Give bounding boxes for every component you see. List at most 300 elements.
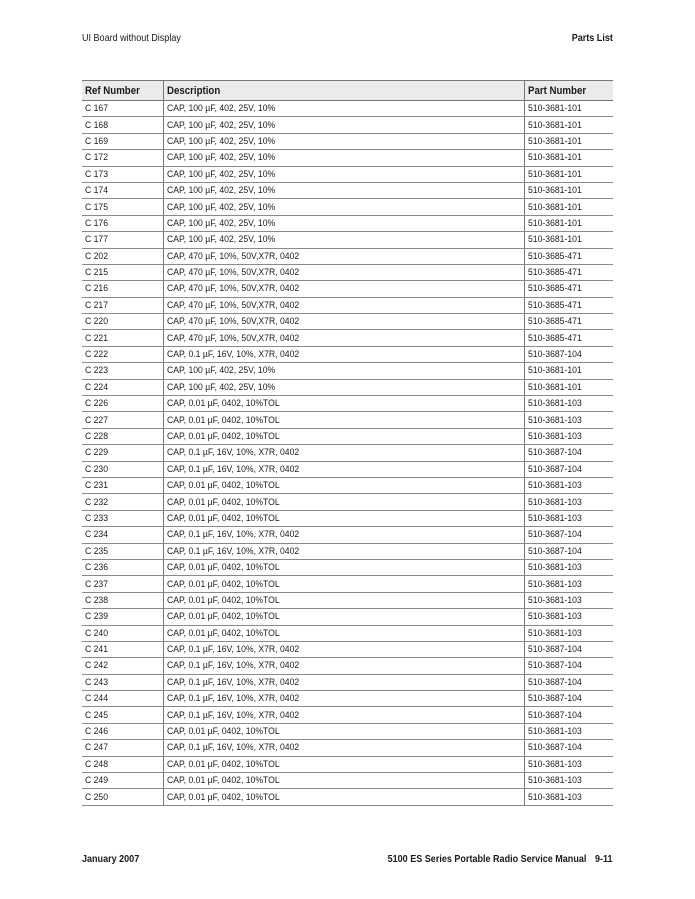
table-row xyxy=(82,428,613,444)
table-header-row xyxy=(82,81,613,101)
description-cell-text: CAP, 100 µF, 402, 25V, 10% xyxy=(166,152,275,164)
ref-number-cell xyxy=(82,117,163,133)
table-row xyxy=(82,674,613,690)
part-number-cell xyxy=(524,199,613,215)
description-cell-text: CAP, 0.1 µF, 16V, 10%, X7R, 0402 xyxy=(166,349,299,361)
table-row xyxy=(82,756,613,772)
description-cell xyxy=(163,510,524,526)
description-cell xyxy=(163,150,524,166)
ref-number-cell xyxy=(82,625,163,641)
table-row xyxy=(82,494,613,510)
table-row xyxy=(82,789,613,805)
ref-number-cell-text: C 240 xyxy=(85,627,109,639)
description-cell xyxy=(163,264,524,280)
ref-number-cell-text: C 224 xyxy=(85,381,109,393)
ref-number-cell-text: C 239 xyxy=(85,611,109,623)
part-number-cell xyxy=(524,625,613,641)
description-cell xyxy=(163,740,524,756)
part-number-cell xyxy=(524,281,613,297)
ref-number-cell xyxy=(82,264,163,280)
table-row xyxy=(82,363,613,379)
table-row xyxy=(82,625,613,641)
table-row xyxy=(82,182,613,198)
description-cell xyxy=(163,396,524,412)
part-number-cell-text: 510-3681-103 xyxy=(527,480,582,492)
part-number-cell-text: 510-3681-103 xyxy=(527,512,582,524)
part-number-cell-text: 510-3687-104 xyxy=(527,349,582,361)
description-cell xyxy=(163,527,524,543)
description-cell xyxy=(163,182,524,198)
part-number-cell-text: 510-3681-101 xyxy=(527,185,582,197)
ref-number-cell-text: C 242 xyxy=(85,660,109,672)
description-cell-text: CAP, 470 µF, 10%, 50V,X7R, 0402 xyxy=(166,250,299,262)
part-number-cell xyxy=(524,707,613,723)
table-row xyxy=(82,723,613,739)
ref-number-cell xyxy=(82,527,163,543)
part-number-cell-text: 510-3681-101 xyxy=(527,234,582,246)
description-cell xyxy=(163,707,524,723)
ref-number-cell xyxy=(82,248,163,264)
table-row xyxy=(82,215,613,231)
ref-number-cell-text: C 247 xyxy=(85,742,109,754)
ref-number-cell xyxy=(82,510,163,526)
description-cell-text: CAP, 0.1 µF, 16V, 10%, X7R, 0402 xyxy=(166,463,299,475)
description-cell-text: CAP, 0.01 µF, 0402, 10%TOL xyxy=(166,775,280,787)
table-row xyxy=(82,346,613,362)
part-number-cell-text: 510-3681-101 xyxy=(527,365,582,377)
ref-number-cell xyxy=(82,314,163,330)
description-cell-text: CAP, 0.01 µF, 0402, 10%TOL xyxy=(166,611,280,623)
table-row xyxy=(82,773,613,789)
ref-number-cell-text: C 215 xyxy=(85,267,109,279)
ref-number-cell-text: C 174 xyxy=(85,185,109,197)
ref-number-cell xyxy=(82,199,163,215)
ref-number-cell-text: C 229 xyxy=(85,447,109,459)
description-cell xyxy=(163,789,524,805)
table-row xyxy=(82,281,613,297)
ref-number-cell xyxy=(82,133,163,149)
part-number-cell xyxy=(524,101,613,117)
part-number-cell-text: 510-3687-104 xyxy=(527,693,582,705)
description-cell-text: CAP, 0.01 µF, 0402, 10%TOL xyxy=(166,496,280,508)
part-number-cell xyxy=(524,428,613,444)
description-cell xyxy=(163,330,524,346)
ref-number-cell xyxy=(82,396,163,412)
table-row xyxy=(82,396,613,412)
ref-number-cell xyxy=(82,707,163,723)
part-number-cell xyxy=(524,445,613,461)
part-number-cell-text: 510-3685-471 xyxy=(527,250,582,262)
description-cell-text: CAP, 470 µF, 10%, 50V,X7R, 0402 xyxy=(166,299,299,311)
ref-number-cell xyxy=(82,641,163,657)
description-cell-text: CAP, 0.01 µF, 0402, 10%TOL xyxy=(166,758,280,770)
description-cell-text: CAP, 0.1 µF, 16V, 10%, X7R, 0402 xyxy=(166,693,299,705)
part-number-cell-text: 510-3687-104 xyxy=(527,644,582,656)
table-row xyxy=(82,707,613,723)
part-number-cell xyxy=(524,182,613,198)
ref-number-cell-text: C 167 xyxy=(85,103,109,115)
description-cell-text: CAP, 470 µF, 10%, 50V,X7R, 0402 xyxy=(166,332,299,344)
ref-number-cell xyxy=(82,592,163,608)
ref-number-cell xyxy=(82,281,163,297)
description-cell xyxy=(163,494,524,510)
description-cell-text: CAP, 0.01 µF, 0402, 10%TOL xyxy=(166,578,280,590)
table-row xyxy=(82,150,613,166)
ref-number-cell-text: C 232 xyxy=(85,496,109,508)
part-number-cell xyxy=(524,232,613,248)
part-number-cell xyxy=(524,477,613,493)
ref-number-cell xyxy=(82,330,163,346)
part-number-cell-text: 510-3681-103 xyxy=(527,431,582,442)
part-number-cell-text: 510-3681-101 xyxy=(527,201,582,213)
part-number-cell xyxy=(524,543,613,559)
part-number-cell xyxy=(524,592,613,608)
description-cell xyxy=(163,346,524,362)
table-row xyxy=(82,379,613,395)
part-number-cell-text: 510-3681-103 xyxy=(527,496,582,508)
ref-number-cell-text: C 169 xyxy=(85,135,109,147)
description-cell-text: CAP, 0.1 µF, 16V, 10%, X7R, 0402 xyxy=(166,676,299,688)
part-number-cell-text: 510-3681-101 xyxy=(527,103,582,115)
ref-number-cell xyxy=(82,428,163,444)
part-number-cell xyxy=(524,215,613,231)
description-cell xyxy=(163,281,524,297)
part-number-cell xyxy=(524,641,613,657)
part-number-cell xyxy=(524,150,613,166)
ref-number-cell xyxy=(82,740,163,756)
description-cell xyxy=(163,445,524,461)
description-cell xyxy=(163,543,524,559)
description-cell-text: CAP, 0.01 µF, 0402, 10%TOL xyxy=(166,562,280,574)
description-cell xyxy=(163,363,524,379)
description-cell-text: CAP, 100 µF, 402, 25V, 10% xyxy=(166,168,275,180)
description-cell xyxy=(163,133,524,149)
description-cell-text: CAP, 470 µF, 10%, 50V,X7R, 0402 xyxy=(166,283,299,295)
ref-number-cell-text: C 244 xyxy=(85,693,109,705)
part-number-cell xyxy=(524,166,613,182)
part-number-cell-text: 510-3685-471 xyxy=(527,316,582,328)
description-cell-text: CAP, 0.1 µF, 16V, 10%, X7R, 0402 xyxy=(166,529,299,541)
part-number-cell xyxy=(524,264,613,280)
description-cell-text: CAP, 100 µF, 402, 25V, 10% xyxy=(166,234,275,246)
ref-number-cell xyxy=(82,576,163,592)
description-cell-text: CAP, 100 µF, 402, 25V, 10% xyxy=(166,201,275,213)
ref-number-cell xyxy=(82,756,163,772)
ref-number-cell-text: C 202 xyxy=(85,250,109,262)
description-cell-text: CAP, 0.01 µF, 0402, 10%TOL xyxy=(166,512,280,524)
part-number-cell xyxy=(524,510,613,526)
ref-number-cell-text: C 249 xyxy=(85,775,109,787)
part-number-cell-text: 510-3681-101 xyxy=(527,119,582,131)
description-cell xyxy=(163,117,524,133)
description-cell-text: CAP, 0.01 µF, 0402, 10%TOL xyxy=(166,414,280,426)
part-number-cell-text: 510-3681-101 xyxy=(527,135,582,147)
table-row xyxy=(82,461,613,477)
part-number-cell-text: 510-3681-101 xyxy=(527,217,582,229)
part-number-cell-text: 510-3681-101 xyxy=(527,168,582,180)
ref-number-cell xyxy=(82,789,163,805)
ref-number-cell-text: C 176 xyxy=(85,217,109,229)
description-cell xyxy=(163,773,524,789)
ref-number-cell xyxy=(82,412,163,428)
ref-number-cell xyxy=(82,658,163,674)
ref-number-cell-text: C 168 xyxy=(85,119,109,131)
description-cell-text: CAP, 100 µF, 402, 25V, 10% xyxy=(166,217,275,229)
description-cell xyxy=(163,215,524,231)
description-cell xyxy=(163,101,524,117)
description-cell xyxy=(163,461,524,477)
description-cell-text: CAP, 0.1 µF, 16V, 10%, X7R, 0402 xyxy=(166,644,299,656)
part-number-cell xyxy=(524,576,613,592)
table-row xyxy=(82,477,613,493)
ref-number-cell xyxy=(82,215,163,231)
ref-number-cell-text: C 220 xyxy=(85,316,109,328)
description-cell-text: CAP, 100 µF, 402, 25V, 10% xyxy=(166,103,275,115)
description-cell xyxy=(163,559,524,575)
table-row xyxy=(82,101,613,117)
description-cell xyxy=(163,723,524,739)
part-number-cell-text: 510-3681-103 xyxy=(527,627,582,639)
part-number-cell-text: 510-3687-104 xyxy=(527,545,582,557)
footer-date: January 2007 xyxy=(82,853,140,865)
description-cell xyxy=(163,674,524,690)
ref-number-cell xyxy=(82,445,163,461)
table-row xyxy=(82,609,613,625)
part-number-cell xyxy=(524,527,613,543)
part-number-cell xyxy=(524,691,613,707)
part-number-cell xyxy=(524,412,613,428)
table-row xyxy=(82,264,613,280)
part-number-cell-text: 510-3681-103 xyxy=(527,791,582,803)
ref-number-cell xyxy=(82,494,163,510)
ref-number-cell xyxy=(82,477,163,493)
ref-number-cell-text: C 226 xyxy=(85,398,109,410)
table-row xyxy=(82,314,613,330)
part-number-cell xyxy=(524,756,613,772)
part-number-cell xyxy=(524,461,613,477)
part-number-cell-text: 510-3681-103 xyxy=(527,726,582,738)
part-number-cell xyxy=(524,248,613,264)
ref-number-cell-text: C 223 xyxy=(85,365,109,377)
ref-number-cell-text: C 248 xyxy=(85,758,109,770)
part-number-cell-text: 510-3681-101 xyxy=(527,381,582,393)
description-cell-text: CAP, 0.01 µF, 0402, 10%TOL xyxy=(166,791,280,803)
ref-number-cell-text: C 243 xyxy=(85,676,109,688)
ref-number-cell-text: C 238 xyxy=(85,594,109,606)
table-row xyxy=(82,543,613,559)
part-number-cell-text: 510-3687-104 xyxy=(527,447,582,459)
part-number-cell xyxy=(524,723,613,739)
table-row xyxy=(82,248,613,264)
description-cell xyxy=(163,756,524,772)
footer-manual-info xyxy=(388,853,613,865)
part-number-cell-text: 510-3681-103 xyxy=(527,414,582,426)
ref-number-cell-text: C 235 xyxy=(85,545,109,557)
ref-number-cell-text: C 250 xyxy=(85,791,109,803)
part-number-cell-text: 510-3681-103 xyxy=(527,775,582,787)
ref-number-cell-text: C 172 xyxy=(85,152,109,164)
table-row xyxy=(82,740,613,756)
table-row xyxy=(82,592,613,608)
description-cell xyxy=(163,576,524,592)
description-cell xyxy=(163,314,524,330)
description-cell-text: CAP, 0.1 µF, 16V, 10%, X7R, 0402 xyxy=(166,742,299,754)
ref-number-cell xyxy=(82,232,163,248)
description-cell-text: CAP, 0.1 µF, 16V, 10%, X7R, 0402 xyxy=(166,660,299,672)
description-cell-text: CAP, 470 µF, 10%, 50V,X7R, 0402 xyxy=(166,316,299,328)
description-cell-text: CAP, 100 µF, 402, 25V, 10% xyxy=(166,365,275,377)
table-row xyxy=(82,510,613,526)
part-number-cell xyxy=(524,789,613,805)
ref-number-cell-text: C 241 xyxy=(85,644,109,656)
part-number-cell-text: 510-3687-104 xyxy=(527,709,582,721)
description-cell xyxy=(163,658,524,674)
part-number-cell-text: 510-3681-101 xyxy=(527,152,582,164)
ref-number-cell-text: C 173 xyxy=(85,168,109,180)
part-number-cell xyxy=(524,658,613,674)
ref-number-cell xyxy=(82,543,163,559)
description-cell xyxy=(163,477,524,493)
part-number-cell xyxy=(524,314,613,330)
parts-list-table xyxy=(82,80,613,806)
part-number-cell xyxy=(524,117,613,133)
ref-number-cell-text: C 177 xyxy=(85,234,109,246)
part-number-cell xyxy=(524,740,613,756)
table-row xyxy=(82,199,613,215)
ref-number-cell xyxy=(82,559,163,575)
part-number-cell-text: 510-3685-471 xyxy=(527,299,582,311)
column-header-description xyxy=(163,81,524,101)
part-number-cell-text: 510-3685-471 xyxy=(527,332,582,344)
description-cell-text: CAP, 0.01 µF, 0402, 10%TOL xyxy=(166,480,280,492)
ref-number-cell-text: C 230 xyxy=(85,463,109,475)
part-number-cell-text: 510-3685-471 xyxy=(527,283,582,295)
part-number-cell xyxy=(524,346,613,362)
part-number-cell xyxy=(524,363,613,379)
description-cell xyxy=(163,691,524,707)
description-cell-text: CAP, 0.01 µF, 0402, 10%TOL xyxy=(166,726,280,738)
ref-number-cell xyxy=(82,166,163,182)
table-row xyxy=(82,117,613,133)
description-cell xyxy=(163,232,524,248)
table-row xyxy=(82,691,613,707)
column-header-label: Ref Number xyxy=(85,84,140,97)
part-number-cell xyxy=(524,773,613,789)
description-cell-text: CAP, 100 µF, 402, 25V, 10% xyxy=(166,135,275,147)
part-number-cell xyxy=(524,559,613,575)
ref-number-cell-text: C 246 xyxy=(85,726,109,738)
running-header-section: UI Board without Display xyxy=(82,32,181,44)
table-row xyxy=(82,412,613,428)
part-number-cell-text: 510-3687-104 xyxy=(527,660,582,672)
table-row xyxy=(82,576,613,592)
ref-number-cell xyxy=(82,723,163,739)
footer-manual-title: 5100 ES Series Portable Radio Service Manual xyxy=(388,853,587,865)
description-cell-text: CAP, 100 µF, 402, 25V, 10% xyxy=(166,381,275,393)
part-number-cell-text: 510-3687-104 xyxy=(527,676,582,688)
table-row xyxy=(82,559,613,575)
description-cell xyxy=(163,297,524,313)
part-number-cell-text: 510-3681-103 xyxy=(527,578,582,590)
column-header-label: Description xyxy=(166,84,220,97)
description-cell-text: CAP, 100 µF, 402, 25V, 10% xyxy=(166,185,275,197)
description-cell xyxy=(163,199,524,215)
ref-number-cell-text: C 217 xyxy=(85,299,109,311)
part-number-cell xyxy=(524,133,613,149)
part-number-cell-text: 510-3681-103 xyxy=(527,611,582,623)
part-number-cell xyxy=(524,396,613,412)
table-row xyxy=(82,133,613,149)
footer-page-number: 9-11 xyxy=(595,853,613,865)
ref-number-cell xyxy=(82,674,163,690)
table-row xyxy=(82,330,613,346)
description-cell-text: CAP, 470 µF, 10%, 50V,X7R, 0402 xyxy=(166,267,299,279)
ref-number-cell xyxy=(82,101,163,117)
ref-number-cell-text: C 237 xyxy=(85,578,109,590)
description-cell xyxy=(163,609,524,625)
ref-number-cell-text: C 231 xyxy=(85,480,109,492)
ref-number-cell xyxy=(82,609,163,625)
part-number-cell-text: 510-3687-104 xyxy=(527,463,582,475)
ref-number-cell-text: C 245 xyxy=(85,709,109,721)
part-number-cell xyxy=(524,297,613,313)
table-row xyxy=(82,527,613,543)
ref-number-cell xyxy=(82,379,163,395)
description-cell-text: CAP, 0.01 µF, 0402, 10%TOL xyxy=(166,398,280,410)
parts-table-body xyxy=(82,101,613,806)
part-number-cell xyxy=(524,330,613,346)
column-header-ref-number xyxy=(82,81,163,101)
description-cell xyxy=(163,166,524,182)
description-cell-text: CAP, 0.01 µF, 0402, 10%TOL xyxy=(166,627,280,639)
ref-number-cell-text: C 175 xyxy=(85,201,109,213)
description-cell xyxy=(163,428,524,444)
description-cell xyxy=(163,625,524,641)
ref-number-cell xyxy=(82,363,163,379)
description-cell-text: CAP, 0.1 µF, 16V, 10%, X7R, 0402 xyxy=(166,447,299,459)
part-number-cell-text: 510-3687-104 xyxy=(527,529,582,541)
ref-number-cell xyxy=(82,297,163,313)
table-row xyxy=(82,232,613,248)
description-cell xyxy=(163,592,524,608)
ref-number-cell-text: C 236 xyxy=(85,562,109,574)
description-cell xyxy=(163,379,524,395)
part-number-cell xyxy=(524,609,613,625)
table-row xyxy=(82,641,613,657)
part-number-cell-text: 510-3681-103 xyxy=(527,594,582,606)
ref-number-cell xyxy=(82,150,163,166)
ref-number-cell xyxy=(82,461,163,477)
table-row xyxy=(82,658,613,674)
description-cell-text: CAP, 100 µF, 402, 25V, 10% xyxy=(166,119,275,131)
part-number-cell xyxy=(524,379,613,395)
description-cell-text: CAP, 0.1 µF, 16V, 10%, X7R, 0402 xyxy=(166,709,299,721)
ref-number-cell-text: C 234 xyxy=(85,529,109,541)
table-row xyxy=(82,445,613,461)
description-cell xyxy=(163,641,524,657)
ref-number-cell-text: C 227 xyxy=(85,414,109,426)
part-number-cell xyxy=(524,674,613,690)
description-cell-text: CAP, 0.1 µF, 16V, 10%, X7R, 0402 xyxy=(166,545,299,557)
ref-number-cell xyxy=(82,691,163,707)
part-number-cell-text: 510-3681-103 xyxy=(527,398,582,410)
table-row xyxy=(82,166,613,182)
ref-number-cell xyxy=(82,346,163,362)
column-header-label: Part Number xyxy=(527,84,586,97)
description-cell-text: CAP, 0.01 µF, 0402, 10%TOL xyxy=(166,431,280,442)
part-number-cell xyxy=(524,494,613,510)
description-cell xyxy=(163,412,524,428)
